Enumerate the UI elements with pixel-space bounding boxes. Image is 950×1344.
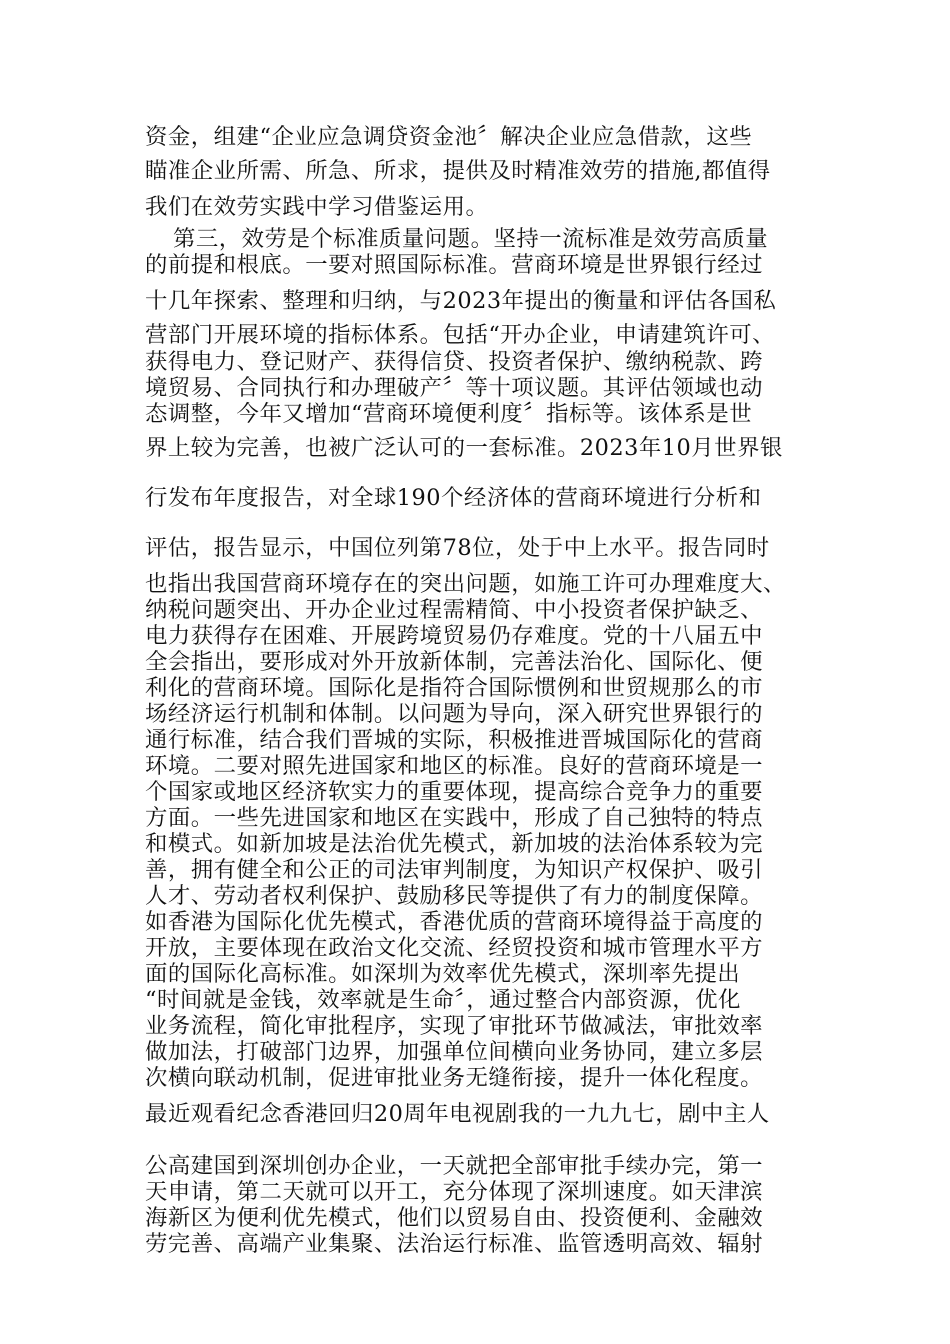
text-line: 场经济运行机制和体制。以问题为导向，深入研究世界银行的 xyxy=(145,701,764,727)
text-line: 纳税问题突出、开办企业过程需精简、中小投资者保护缺乏、 xyxy=(145,597,764,623)
text-line: 营部门开展环境的指标体系。包括“开办企业，申请建筑许可、 xyxy=(145,322,775,348)
text-line: 全会指出，要形成对外开放新体制，完善法治化、国际化、便 xyxy=(145,649,764,675)
text-line: 天申请，第二天就可以开工，充分体现了深圳速度。如天津滨 xyxy=(145,1179,764,1205)
text-line: 环境。二要对照先进国家和地区的标准。良好的营商环境是一 xyxy=(145,753,764,779)
text-line: 次横向联动机制，促进审批业务无缝衔接，提升一体化程度。 xyxy=(145,1065,764,1091)
text-line: 劳完善、高端产业集聚、法治运行标准、监管透明高效、辐射 xyxy=(145,1231,764,1257)
text-line: 电力获得存在困难、开展跨境贸易仍存难度。党的十八届五中 xyxy=(145,623,764,649)
text-line: 做加法，打破部门边界，加强单位间横向业务协同，建立多层 xyxy=(145,1039,764,1065)
text-line: 资金，组建“企业应急调贷资金池〞解决企业应急借款，这些 xyxy=(145,124,753,150)
text-line: 海新区为便利优先模式，他们以贸易自由、投资便利、金融效 xyxy=(145,1205,764,1231)
text-line: 方面。一些先进国家和地区在实践中，形成了自己独特的特点 xyxy=(145,805,764,831)
text-line: 业务流程，简化审批程序，实现了审批环节做减法，审批效率 xyxy=(145,1013,764,1039)
text-line: 公高建国到深圳创办企业，一天就把全部审批手续办完，第一 xyxy=(145,1153,764,1179)
text-line: 利化的营商环境。国际化是指符合国际惯例和世贸规那么的市 xyxy=(145,675,764,701)
text-line: 界上较为完善，也被广泛认可的一套标准。2023年10月世界银 xyxy=(145,435,783,461)
text-line: 瞄准企业所需、所急、所求，提供及时精准效劳的措施,都值得 xyxy=(145,158,771,184)
text-line: 十几年探索、整理和归纳，与2023年提出的衡量和评估各国私 xyxy=(145,288,777,314)
text-line: 我们在效劳实践中学习借鉴运用。 xyxy=(145,194,489,220)
text-line: 人才、劳动者权利保护、鼓励移民等提供了有力的制度保障。 xyxy=(145,883,764,909)
text-line: 态调整，今年又增加“营商环境便利度〞指标等。该体系是世 xyxy=(145,401,753,427)
text-line: 评估，报告显示，中国位列第78位，处于中上水平。报告同时 xyxy=(145,535,770,561)
text-line: 行发布年度报告，对全球190个经济体的营商环境进行分析和 xyxy=(145,485,762,511)
text-line: 如香港为国际化优先模式，香港优质的营商环境得益于高度的 xyxy=(145,909,764,935)
text-line: 境贸易、合同执行和办理破产〞等十项议题。其评估领域也动 xyxy=(145,375,764,401)
text-line: 获得电力、登记财产、获得信贷、投资者保护、缴纳税款、跨 xyxy=(145,349,764,375)
text-line: 个国家或地区经济软实力的重要体现，提高综合竞争力的重要 xyxy=(145,779,764,805)
text-line: 善，拥有健全和公正的司法审判制度，为知识产权保护、吸引 xyxy=(145,857,764,883)
text-line: 最近观看纪念香港回归20周年电视剧我的一九九七，剧中主人 xyxy=(145,1101,770,1127)
text-line: 也指出我国营商环境存在的突出问题，如施工许可办理难度大、 xyxy=(145,571,786,597)
text-line: 和模式。如新加坡是法治优先模式，新加坡的法治体系较为完 xyxy=(145,831,764,857)
text-line: 的前提和根底。一要对照国际标准。营商环境是世界银行经过 xyxy=(145,252,764,278)
text-line: 面的国际化高标准。如深圳为效率优先模式，深圳率先提出 xyxy=(145,961,741,987)
text-line: 第三，效劳是个标准质量问题。坚持一流标准是效劳高质量 xyxy=(173,226,769,252)
text-line: “时间就是金钱，效率就是生命〞，通过整合内部资源，优化 xyxy=(145,987,741,1013)
text-line: 通行标准，结合我们晋城的实际，积极推进晋城国际化的营商 xyxy=(145,727,764,753)
text-line: 开放，主要体现在政治文化交流、经贸投资和城市管理水平方 xyxy=(145,935,764,961)
